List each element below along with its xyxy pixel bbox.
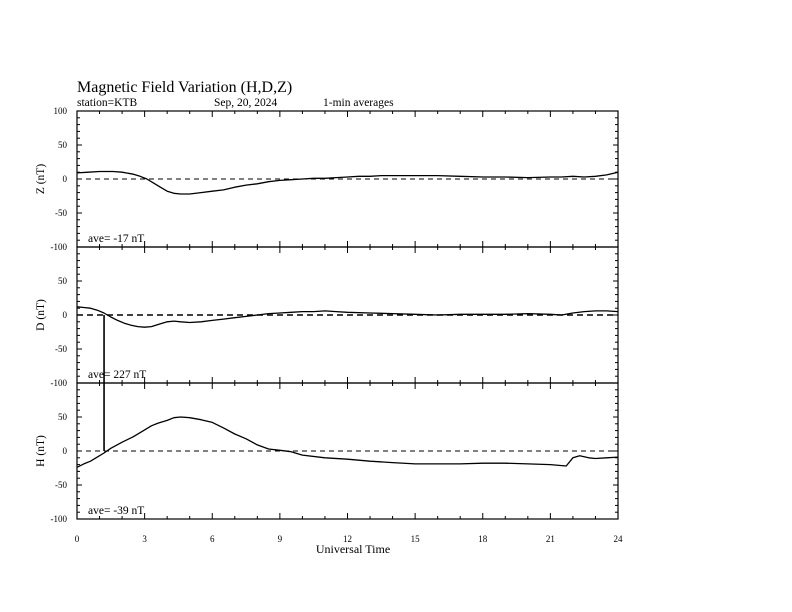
x-tick-label: 18 [478,534,488,544]
d-y-tick-label: 0 [62,310,67,320]
x-axis-label: Universal Time [315,542,391,556]
z-series-line [77,172,618,195]
d-axis-label: D (nT) [35,299,47,331]
x-tick-label: 6 [210,534,215,544]
h-average-label: ave= -39 nT [88,505,145,517]
x-tick-label: 3 [142,534,147,544]
z-axis-label: Z (nT) [35,163,47,195]
h-y-tick-label: -50 [55,480,67,490]
plot-area [35,106,623,544]
z-average-label: ave= -17 nT [88,233,145,245]
chart-title: Magnetic Field Variation (H,D,Z) [77,79,293,96]
x-tick-label: 21 [545,534,555,544]
d-y-tick-label: -50 [55,344,67,354]
h-y-tick-label: -100 [50,514,67,524]
x-tick-label: 9 [277,534,283,544]
z-y-tick-label: 100 [53,106,67,116]
z-y-tick-label: 50 [58,140,67,150]
x-tick-label: 12 [343,534,352,544]
d-y-tick-label: -100 [50,378,67,388]
h-axis-label: H (nT) [35,435,47,467]
station-label: station=KTB [77,97,138,109]
x-tick-label: 24 [613,534,623,544]
d-y-tick-label: 50 [58,276,67,286]
date-label: Sep, 20, 2024 [214,97,278,109]
z-y-tick-label: 0 [62,174,67,184]
z-y-tick-label: -100 [50,242,67,252]
averaging-label: 1-min averages [323,97,394,109]
d-series-line [77,307,618,327]
z-y-tick-label: -50 [55,208,67,218]
h-series-line [77,417,618,467]
x-tick-label: 15 [410,534,420,544]
d-average-label: ave= 227 nT [88,369,147,381]
h-y-tick-label: 0 [62,446,67,456]
x-tick-label: 0 [74,534,80,544]
h-y-tick-label: 50 [58,412,67,422]
